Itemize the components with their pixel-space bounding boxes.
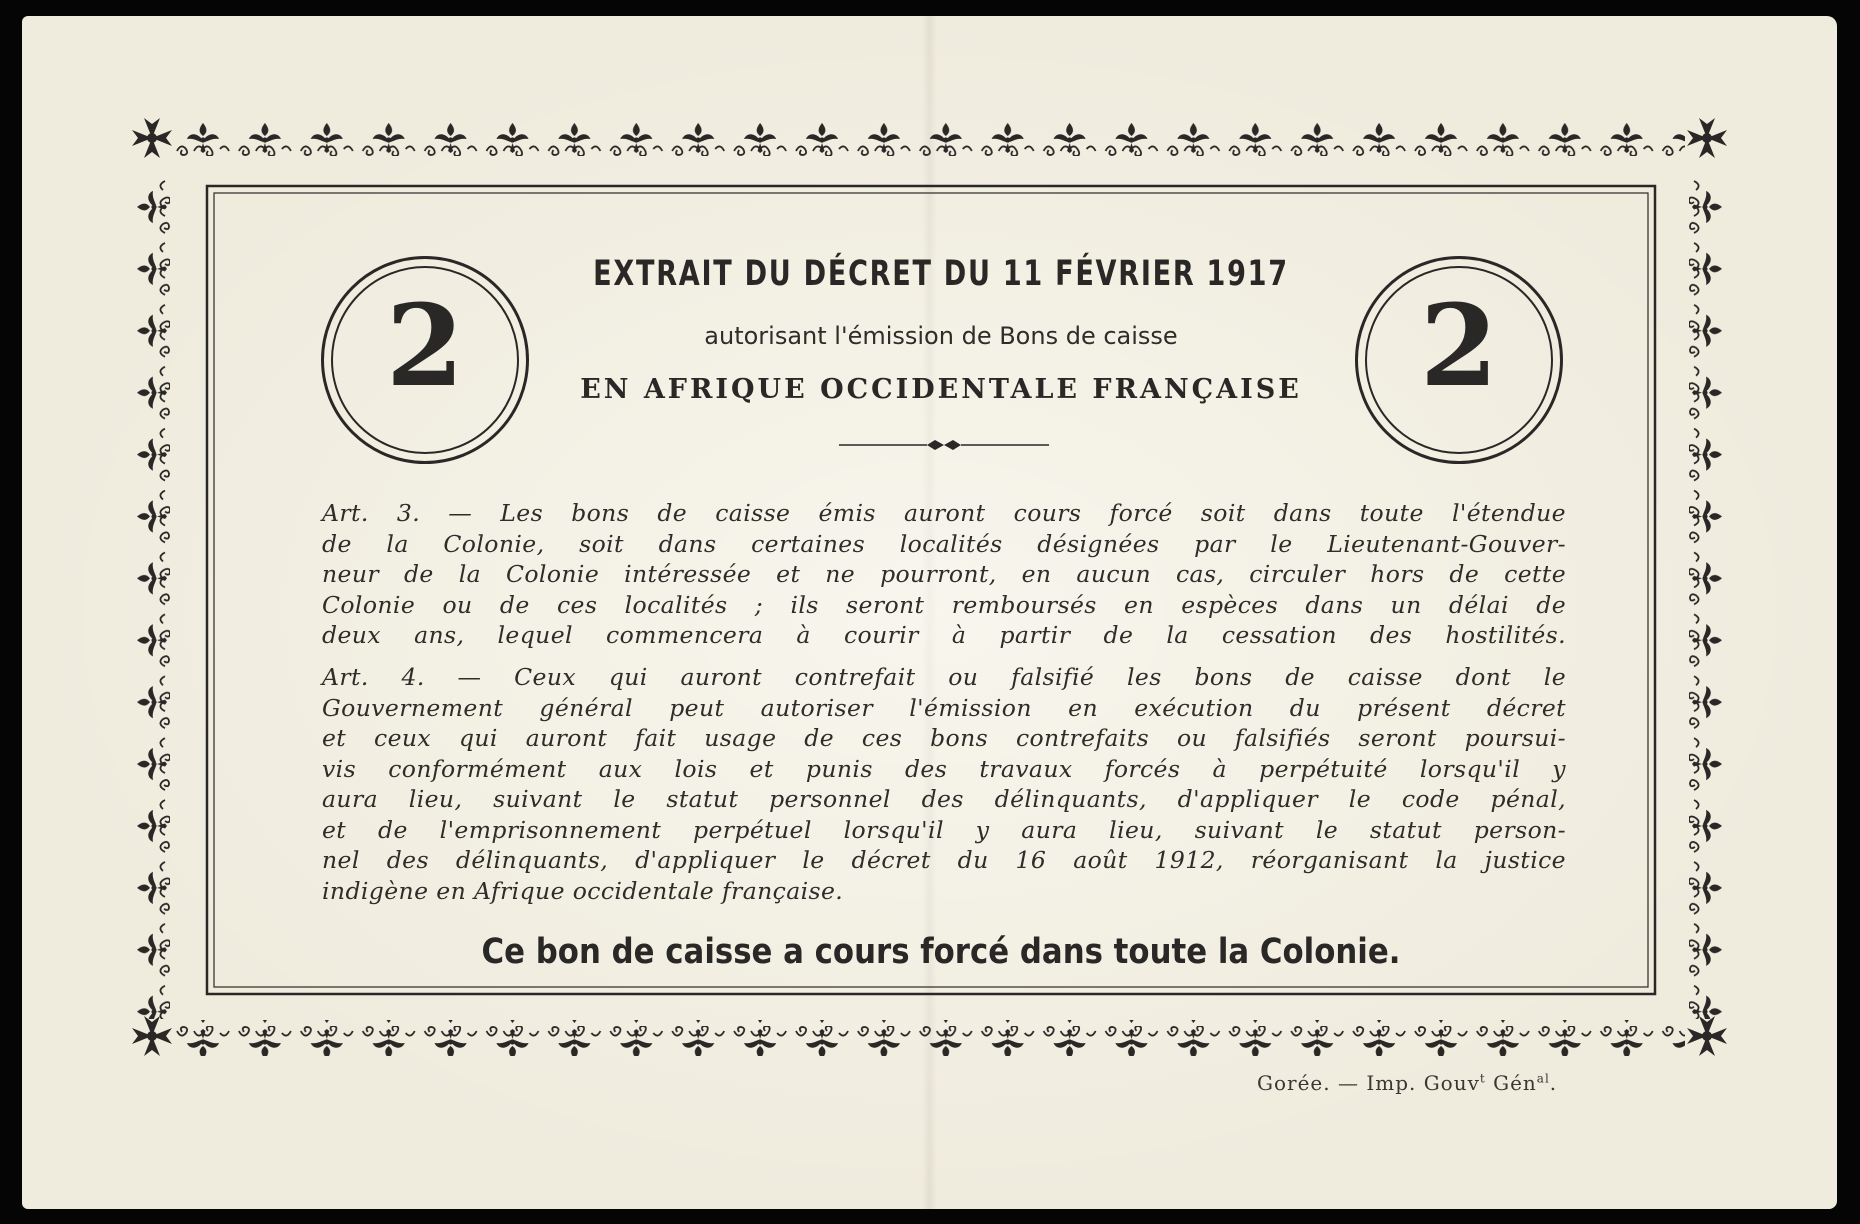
article-line: nel des délinquants, d'appliquer le décret du 16 août 1912, réorganisant la justice	[322, 846, 1566, 874]
banknote-reverse	[22, 16, 1837, 1209]
decree-panel	[232, 214, 1650, 1007]
article-line: vis conformément aux lois et punis des travaux forcés à perpétuité lorsqu'il y	[322, 754, 1566, 783]
article-line: aura lieu, suivant le statut personnel des délinquants, d'appliquer le code pénal,	[322, 785, 1566, 813]
decree-region: EN AFRIQUE OCCIDENTALE FRANÇAISE	[580, 374, 1302, 405]
denomination-numeral: 2	[386, 281, 464, 412]
printer-text: Gén	[1485, 1071, 1537, 1095]
printer-superscript: t	[1479, 1071, 1486, 1086]
decree-subtitle: autorisant l'émission de Bons de caisse	[704, 322, 1178, 350]
printer-text: Gorée. — Imp. Gouv	[1257, 1071, 1480, 1095]
decree-title: EXTRAIT DU DÉCRET DU 11 FÉVRIER 1917	[593, 254, 1289, 294]
printer-superscript: al	[1536, 1071, 1550, 1086]
article-line: Art. 3. — Les bons de caisse émis auront cours forcé soit dans toute l'étendue	[322, 499, 1566, 527]
article-line: et ceux qui auront fait usage de ces bons contrefaits ou falsifiés seront poursui-	[322, 724, 1566, 752]
denomination-numeral: 2	[1420, 281, 1498, 412]
article-line: neur de la Colonie intéressée et ne pourront, en aucun cas, circuler hors de cette	[322, 560, 1566, 588]
article-4	[322, 662, 1566, 906]
article-line: indigène en Afrique occidentale française.	[322, 876, 844, 905]
ornamental-rule-icon	[839, 438, 1049, 452]
article-line: et de l'emprisonnement perpétuel lorsqu'il y aura lieu, suivant le statut person-	[322, 815, 1566, 844]
legal-tender-statement: Ce bon de caisse a cours forcé dans toute la Colonie.	[481, 932, 1401, 972]
article-line: Art. 4. — Ceux qui auront contrefait ou falsifié les bons de caisse dont le	[322, 663, 1566, 691]
printer-imprint	[1257, 1071, 1557, 1095]
article-line: deux ans, lequel commencera à courir à partir de la cessation des hostilités.	[322, 621, 1566, 649]
article-3	[322, 498, 1566, 651]
article-line: Gouvernement général peut autoriser l'émission en exécution du présent décret	[322, 693, 1566, 722]
printer-text: .	[1549, 1071, 1558, 1095]
article-line: de la Colonie, soit dans certaines localités désignées par le Lieutenant-Gouver-	[322, 529, 1566, 558]
article-line: Colonie ou de ces localités ; ils seront remboursés en espèces dans un délai de	[322, 590, 1566, 619]
